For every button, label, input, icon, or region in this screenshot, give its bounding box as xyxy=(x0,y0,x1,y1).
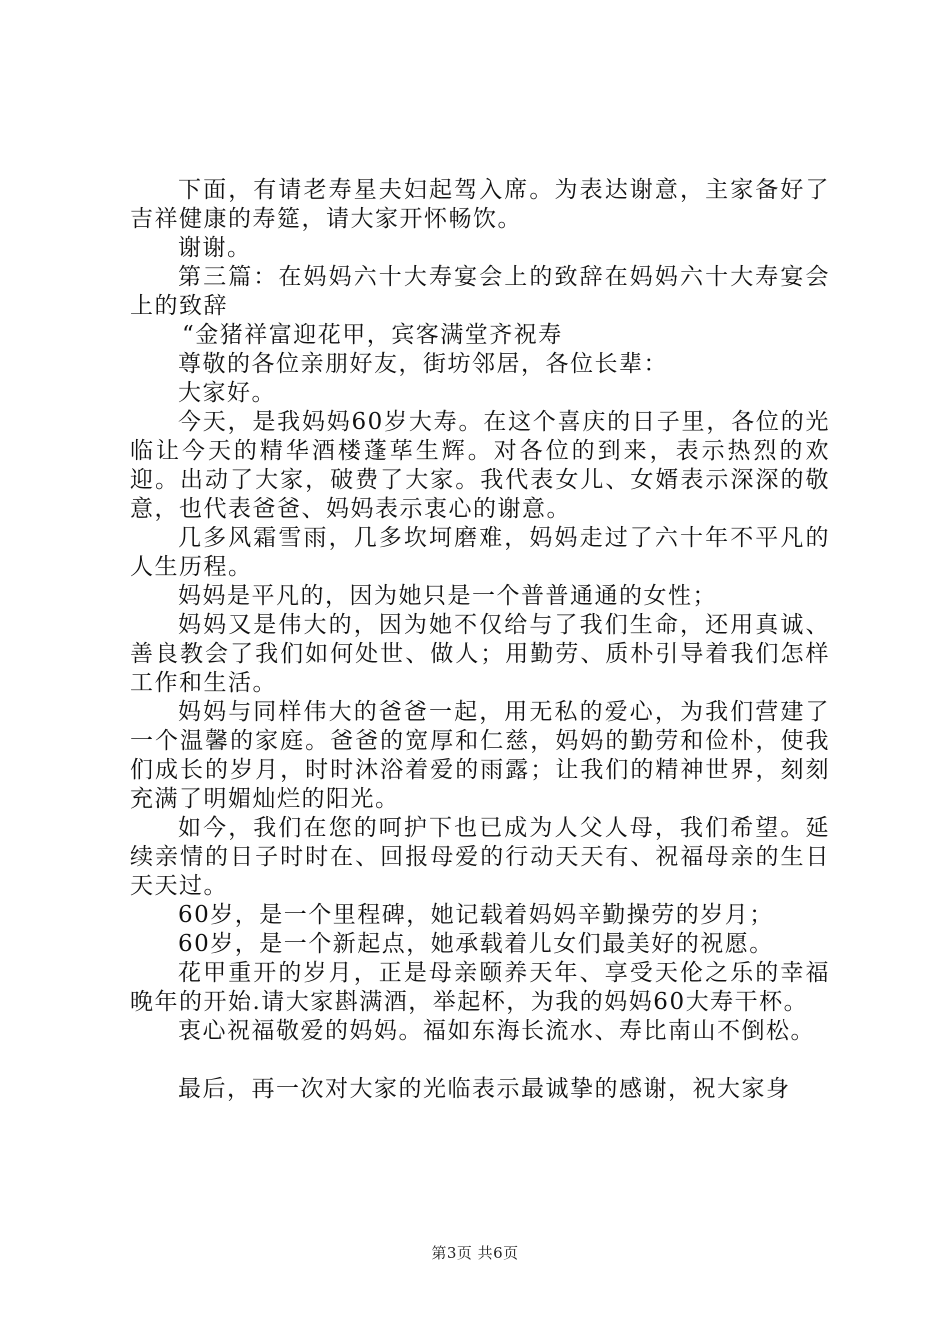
paragraph: 最后，再一次对大家的光临表示最诚挚的感谢，祝大家身 xyxy=(178,1076,791,1102)
paragraph: 妈妈又是伟大的，因为她不仅给与了我们生命，还用真诚、善良教会了我们如何处世、做人；用勤劳、质朴引导着我们怎样工作和生活。 xyxy=(130,612,830,696)
salutation: 尊敬的各位亲朋好友，街坊邻居，各位长辈： xyxy=(178,351,668,377)
paragraph: 几多风霜雪雨，几多坎坷磨难，妈妈走过了六十年不平凡的人生历程。 xyxy=(130,525,830,580)
paragraph: 衷心祝福敬爱的妈妈。福如东海长流水、寿比南山不倒松。 xyxy=(178,1018,815,1044)
paragraph: 60岁，是一个里程碑，她记载着妈妈辛勤操劳的岁月； xyxy=(178,902,774,928)
page-number-footer: 第3页 共6页 xyxy=(431,1244,519,1262)
paragraph: “金猪祥富迎花甲，宾客满堂齐祝寿 xyxy=(182,322,563,348)
paragraph: 花甲重开的岁月，正是母亲颐养天年、享受天伦之乐的幸福晚年的开始.请大家斟满酒，举起杯，为我的妈妈60大寿干杯。 xyxy=(130,960,830,1015)
greeting: 大家好。 xyxy=(178,380,276,406)
paragraph: 谢谢。 xyxy=(178,235,252,261)
paragraph: 今天，是我妈妈60岁大寿。在这个喜庆的日子里，各位的光临让今天的精华酒楼蓬荜生辉。对各位的到来，表示热烈的欢迎。出动了大家，破费了大家。我代表女儿、女婿表示深深的敬意，也代表爸爸、妈妈表示衷心的谢意。 xyxy=(130,409,830,522)
paragraph: 下面，有请老寿星夫妇起驾入席。为表达谢意，主家备好了吉祥健康的寿筵，请大家开怀畅饮。 xyxy=(130,177,830,232)
paragraph: 妈妈与同样伟大的爸爸一起，用无私的爱心，为我们营建了一个温馨的家庭。爸爸的宽厚和仁慈，妈妈的勤劳和俭朴，使我们成长的岁月，时时沐浴着爱的雨露；让我们的精神世界，刻刻充满了明媚灿烂的阳光。 xyxy=(130,699,830,812)
paragraph: 如今，我们在您的呵护下也已成为人父人母，我们希望。延续亲情的日子时时在、回报母爱的行动天天有、祝福母亲的生日天天过。 xyxy=(130,815,830,899)
document-body xyxy=(130,176,830,1104)
paragraph: 妈妈是平凡的，因为她只是一个普普通通的女性； xyxy=(178,583,717,609)
paragraph: 60岁，是一个新起点，她承载着儿女们最美好的祝愿。 xyxy=(178,931,774,957)
section-heading: 第三篇：在妈妈六十大寿宴会上的致辞在妈妈六十大寿宴会上的致辞 xyxy=(130,264,830,319)
